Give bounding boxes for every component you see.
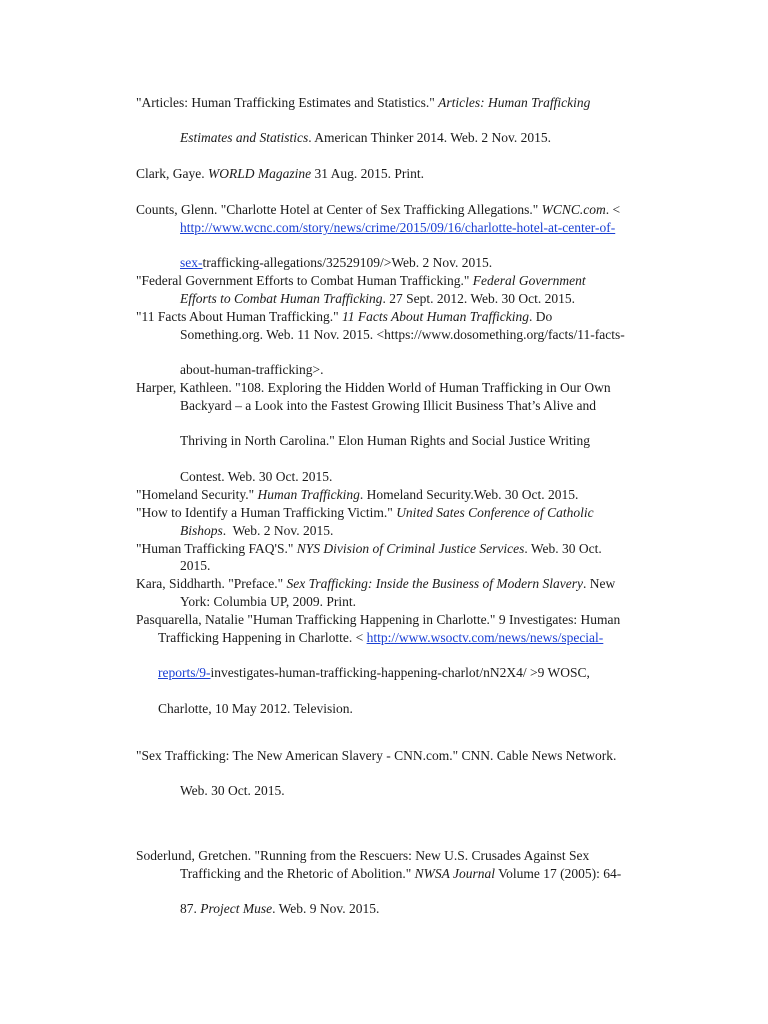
entry-counts-line-1 [136, 202, 620, 218]
entry-clark-line-1 [136, 166, 424, 182]
entry-text: . Web. 2 Nov. 2015. [222, 523, 334, 538]
entry-soderlund-line-2 [180, 866, 621, 882]
entry-title-italic: WORLD Magazine [207, 166, 312, 181]
entry-text: Kara, Siddharth. "Preface." [136, 576, 287, 591]
entry-text: Clark, Gaye. [136, 166, 208, 181]
entry-cnn-line-2: Web. 30 Oct. 2015. [180, 783, 285, 798]
entry-harper-line-3: Thriving in North Carolina." Elon Human Rights and Social Justice Writing [180, 433, 591, 448]
entry-text: "How to Identify a Human Trafficking Victim." [136, 505, 397, 520]
entry-counts-line-2 [180, 220, 615, 236]
entry-title-italic: WCNC.com [541, 202, 606, 217]
wsoctv-url-link-continued[interactable]: reports/9- [158, 665, 211, 680]
wcnc-url-link-continued[interactable]: sex- [180, 255, 203, 270]
entry-text: "Human Trafficking FAQ'S." [136, 541, 297, 556]
entry-text: . 27 Sept. 2012. Web. 30 Oct. 2015. [382, 291, 576, 306]
entry-title-italic: United Sates Conference of Catholic [396, 505, 594, 520]
entry-title-italic: Federal Government [472, 273, 586, 288]
entry-title-italic: 11 Facts About Human Trafficking [342, 309, 530, 324]
entry-title-italic: Estimates and Statistics [180, 130, 309, 145]
entry-text: Trafficking and the Rhetoric of Abolition." [180, 866, 415, 881]
entry-title-italic: Human Trafficking [257, 487, 360, 502]
entry-identify-line-2 [180, 523, 333, 539]
entry-title-italic: NWSA Journal [414, 866, 495, 881]
entry-pasquarella-line-2 [158, 630, 603, 646]
entry-faq-line-1 [136, 541, 602, 557]
entry-cnn-line-1: "Sex Trafficking: The New American Slavery - CNN.com." CNN. Cable News Network. [136, 748, 617, 763]
entry-title-italic: Bishops [180, 523, 223, 538]
entry-soderlund-line-1: Soderlund, Gretchen. "Running from the Rescuers: New U.S. Crusades Against Sex [136, 848, 590, 863]
entry-title-italic: Sex Trafficking: Inside the Business of Modern Slavery [286, 576, 584, 591]
entry-text: "Federal Government Efforts to Combat Human Trafficking." [136, 273, 473, 288]
entry-homeland-line-1 [136, 487, 578, 503]
entry-text: . Homeland Security.Web. 30 Oct. 2015. [359, 487, 579, 502]
entry-text: 87. [180, 901, 201, 916]
entry-text: . New [583, 576, 616, 591]
entry-pasquarella-line-4: Charlotte, 10 May 2012. Television. [158, 701, 353, 716]
entry-identify-line-1 [136, 505, 594, 521]
entry-facts-line-1 [136, 309, 552, 325]
entry-text: trafficking-allegations/32529109/>Web. 2 Nov. 2015. [202, 255, 493, 270]
entry-articles-line-2 [180, 130, 551, 146]
entry-text: investigates-human-trafficking-happening-charlot/nN2X4/ >9 WOSC, [210, 665, 590, 680]
entry-text: . American Thinker 2014. Web. 2 Nov. 2015. [308, 130, 551, 145]
entry-soderlund-line-3 [180, 901, 379, 917]
entry-text: . Web. 30 Oct. [524, 541, 602, 556]
entry-text: "Homeland Security." [136, 487, 258, 502]
entry-kara-line-2: York: Columbia UP, 2009. Print. [180, 594, 357, 609]
entry-title-italic: Articles: Human Trafficking [438, 95, 591, 110]
entry-title-italic: NYS Division of Criminal Justice Services [296, 541, 525, 556]
wsoctv-url-link[interactable]: http://www.wsoctv.com/news/news/special- [366, 630, 604, 645]
entry-pasquarella-line-3 [158, 665, 590, 681]
entry-title-italic: Efforts to Combat Human Trafficking [180, 291, 383, 306]
entry-harper-line-2: Backyard – a Look into the Fastest Growing Illicit Business That’s Alive and [180, 398, 596, 413]
entry-text: . Web. 9 Nov. 2015. [272, 901, 380, 916]
entry-text: "11 Facts About Human Trafficking." [136, 309, 343, 324]
entry-harper-line-1: Harper, Kathleen. "108. Exploring the Hidden World of Human Trafficking in Our Own [136, 380, 611, 395]
entry-counts-line-3 [180, 255, 492, 271]
entry-facts-line-2: Something.org. Web. 11 Nov. 2015. <https://www.dosomething.org/facts/11-facts- [180, 327, 625, 342]
entry-text: "Articles: Human Trafficking Estimates and Statistics." [136, 95, 439, 110]
entry-title-italic: Project Muse [200, 901, 273, 916]
entry-text: Trafficking Happening in Charlotte. < [158, 630, 367, 645]
entry-facts-line-3: about-human-trafficking>. [180, 362, 324, 377]
entry-text: . < [605, 202, 621, 217]
entry-federal-line-1 [136, 273, 586, 289]
entry-harper-line-4: Contest. Web. 30 Oct. 2015. [180, 469, 333, 484]
entry-faq-line-2: 2015. [180, 558, 211, 573]
wcnc-url-link[interactable]: http://www.wcnc.com/story/news/crime/2015/09/16/charlotte-hotel-at-center-of- [180, 220, 616, 235]
entry-text: 31 Aug. 2015. Print. [311, 166, 424, 181]
entry-kara-line-1 [136, 576, 615, 592]
entry-text: Counts, Glenn. "Charlotte Hotel at Center of Sex Trafficking Allegations." [136, 202, 542, 217]
entry-text: . Do [529, 309, 553, 324]
entry-text: Volume 17 (2005): 64- [494, 866, 622, 881]
entry-articles-line-1 [136, 95, 590, 111]
entry-pasquarella-line-1: Pasquarella, Natalie "Human Trafficking Happening in Charlotte." 9 Investigates: Human [136, 612, 621, 627]
entry-federal-line-2 [180, 291, 575, 307]
